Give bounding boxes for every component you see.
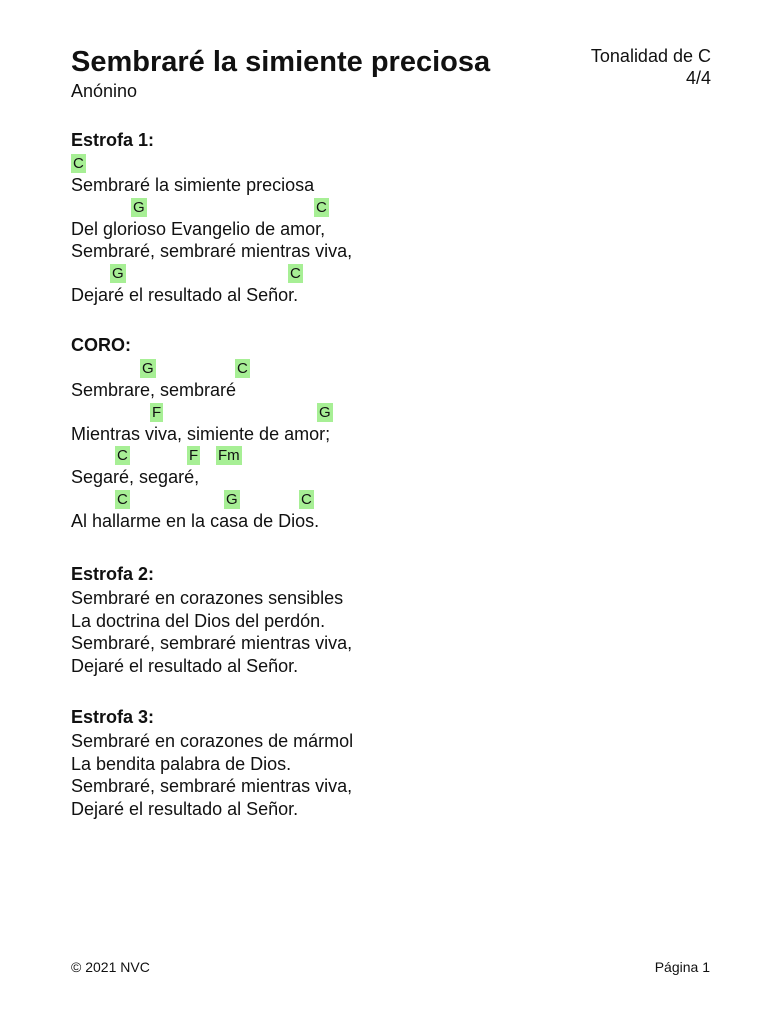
lyric-line: Segaré, segaré, [71,467,200,487]
lyric-line: Al hallarme en la casa de Dios. [71,510,320,531]
song-meta [591,45,711,89]
chord: C [237,360,248,377]
verse-3 [71,705,353,820]
song-author: Anónino [71,81,138,101]
chord: C [290,264,301,282]
chord-row [71,489,330,510]
song-title: Sembraré la simiente preciosa [71,46,491,78]
verse-1 [71,128,352,306]
lyric-line: Sembraré en corazones sensibles [71,588,344,608]
chord-row [71,263,352,284]
chord: G [112,264,124,282]
lyric-line: Sembraré en corazones de mármol [71,731,354,751]
lyric-line: Dejaré el resultado al Señor. [71,655,299,676]
chord: G [133,198,145,216]
verse-2-heading: Estrofa 2: [71,564,155,584]
chord-row [71,197,352,218]
lyric-line: Mientras viva, simiente de amor; [71,423,331,444]
chord: Fm [218,447,240,464]
song-key: Tonalidad de C [590,46,711,66]
chord: C [117,447,128,464]
verse-3-heading: Estrofa 3: [71,707,155,727]
chord: G [226,490,238,508]
chorus-heading: CORO: [71,335,131,355]
verse-1-heading: Estrofa 1: [71,130,155,150]
chorus [71,333,330,532]
lyric-line: Sembraré la simiente preciosa [71,175,315,195]
chord: C [316,198,327,216]
lyric-line: Sembraré, sembraré mientras viva, [71,241,353,261]
lyric-line: La doctrina del Dios del perdón. [71,610,326,631]
lyric-line: Dejaré el resultado al Señor. [71,798,299,819]
lyric-line: Sembraré, sembraré mientras viva, [71,776,353,796]
chord-row [71,402,330,423]
chord-row [71,153,352,174]
lyric-line: Sembraré, sembraré mientras viva, [71,633,353,653]
chord: F [152,403,162,421]
chord: G [319,403,331,421]
time-signature: 4/4 [685,68,711,88]
lyric-line: La bendita palabra de Dios. [71,753,292,774]
chord: C [73,155,84,172]
page-number: Página 1 [654,959,710,975]
chord: F [189,447,199,464]
chord: C [117,490,128,508]
copyright-text: © 2021 NVC [71,959,150,975]
chord-row [71,445,330,466]
chord: G [142,360,154,377]
chord-row [71,358,330,379]
chord: C [301,490,312,508]
lyric-line: Sembrare, sembraré [71,380,237,400]
verse-2 [71,562,352,677]
lyric-line: Del glorioso Evangelio de amor, [71,218,326,239]
lyric-line: Dejaré el resultado al Señor. [71,284,299,305]
